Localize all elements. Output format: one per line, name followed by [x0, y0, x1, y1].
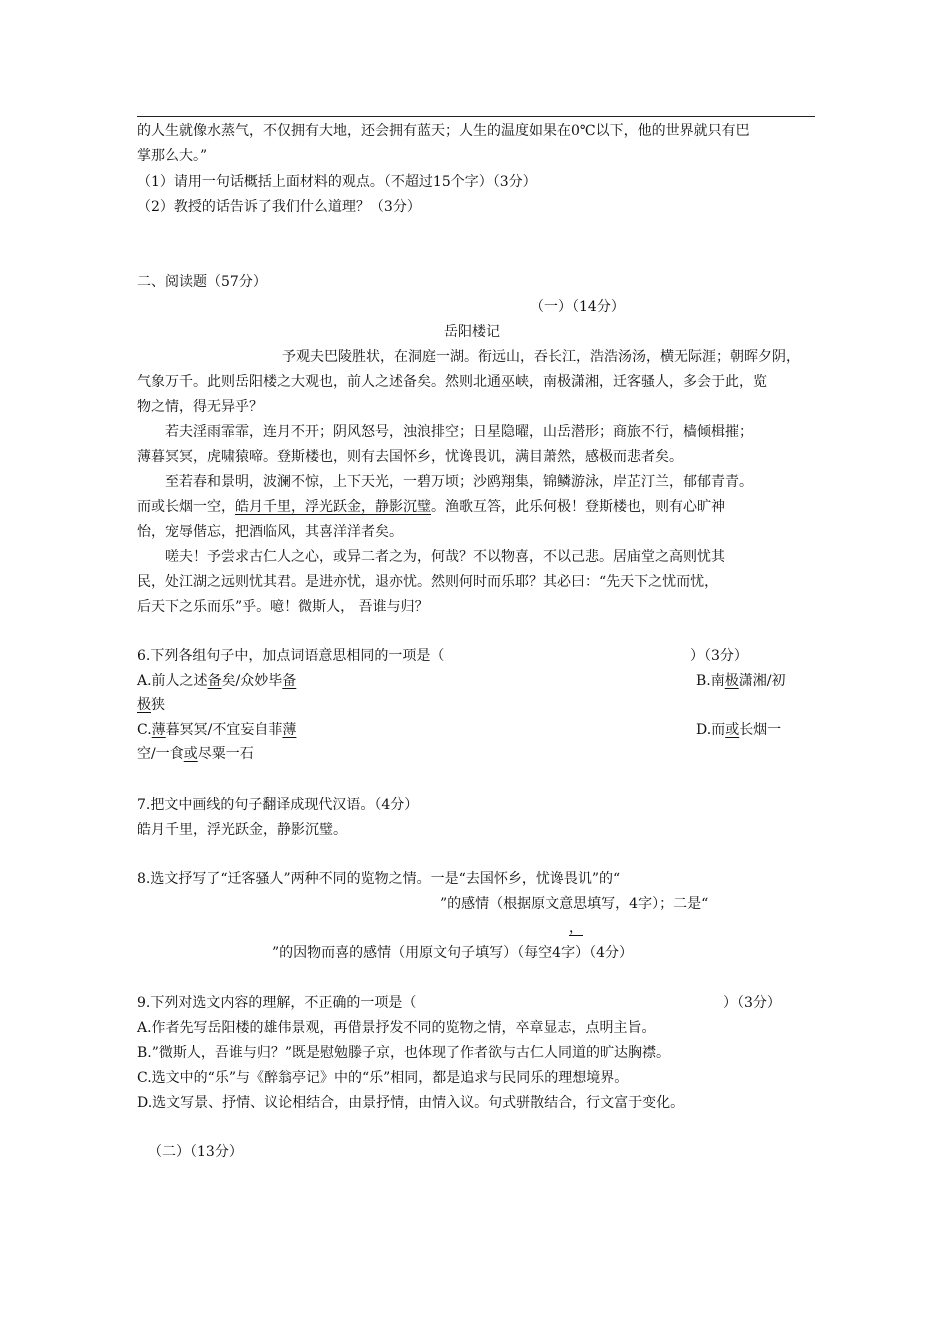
q6-option-d: D.而或长烟一: [696, 722, 782, 738]
q6-option-b: B.南极潇湘/初: [696, 673, 786, 689]
q8-line-3: ”的因物而喜的感情（用原文句子填写）（每空4字）（4分）: [272, 945, 633, 961]
q8-line-2: ”的感情（根据原文意思填写，4字）；二是“: [440, 896, 709, 912]
section-title: 二、阅读题（57分）: [137, 274, 267, 290]
q7-stem: 7.把文中画线的句子翻译成现代汉语。（4分）: [137, 797, 419, 813]
essay-p3-line: 而或长烟一空，皓月千里，浮光跃金，静影沉璧。渔歌互答，此乐何极！登斯楼也，则有心旷神: [137, 499, 725, 515]
intro-line-2: 掌那么大。”: [137, 148, 208, 164]
essay-p1-line: 气象万千。此则岳阳楼之大观也，前人之述备矣。然则北通巫峡，南极潇湘，迁客骚人，多会于此，览: [137, 374, 767, 390]
q6-option-d-cont: 空/一食或尽粟一石: [137, 746, 254, 762]
intro-line-1: 的人生就像水蒸气，不仅拥有大地，还会拥有蓝天；人生的温度如果在0℃以下，他的世界就只有巴: [137, 123, 750, 139]
q9-stem: 9.下列对选文内容的理解，不正确的一项是（: [137, 995, 417, 1011]
intro-question-2: （2）教授的话告诉了我们什么道理？（3分）: [137, 199, 421, 215]
q8-line-1: 8.选文抒写了“迁客骚人”两种不同的览物之情。一是“去国怀乡，忧谗畏讥”的“: [137, 871, 621, 887]
essay-p1-line: 予观夫巴陵胜状，在洞庭一湖。衔远山，吞长江，浩浩汤汤，横无际涯；朝晖夕阴，: [282, 349, 800, 365]
essay-p4-line: 后天下之乐而乐”乎。噫！微斯人， 吾谁与归？: [137, 599, 429, 615]
essay-p4-line: 民，处江湖之远则忧其君。是进亦忧，退亦忧。然则何时而乐耶？其必曰：“先天下之忧而忧，: [137, 574, 719, 590]
q9-option-c: C.选文中的“乐”与《醉翁亭记》中的“乐”相同，都是追求与民同乐的理想境界。: [137, 1070, 629, 1086]
underlined-sentence: 皓月千里，浮光跃金，静影沉璧: [235, 499, 431, 515]
q6-option-c: C.薄暮冥冥/不宜妄自菲薄: [137, 722, 297, 738]
essay-p1-line: 物之情，得无异乎？: [137, 399, 263, 415]
q9-option-a: A.作者先写岳阳楼的雄伟景观，再借景抒发不同的览物之情，卒章显志，点明主旨。: [137, 1020, 656, 1036]
intro-question-1: （1）请用一句话概括上面材料的观点。（不超过15个字）（3分）: [137, 174, 537, 190]
essay-p2-line: 薄暮冥冥，虎啸猿啼。登斯楼也，则有去国怀乡，忧谗畏讥，满目萧然，感极而悲者矣。: [137, 449, 683, 465]
q6-option-a: A.前人之述备矣/众妙毕备: [137, 673, 297, 689]
q9-score: ）（3分）: [723, 995, 781, 1011]
essay-p3-line: 怡，宠辱偕忘，把酒临风，其喜洋洋者矣。: [137, 524, 403, 540]
essay-p2-line: 若夫淫雨霏霏，连月不开；阴风怒号，浊浪排空；日星隐曜，山岳潜形；商旅不行，樯倾楫摧；: [165, 424, 753, 440]
q7-sentence: 皓月千里，浮光跃金，静影沉璧。: [137, 822, 347, 838]
q6-option-b-cont: 极狭: [137, 697, 165, 713]
q6-score: ）（3分）: [690, 648, 748, 664]
q9-option-d: D.选文写景、抒情、议论相结合，由景抒情，由情入议。句式骈散结合，行文富于变化。: [137, 1095, 685, 1111]
q6-stem: 6.下列各组句子中，加点词语意思相同的一项是（: [137, 648, 445, 664]
essay-title: 岳阳楼记: [444, 324, 500, 340]
q9-option-b: B.”微斯人，吾谁与归？”既是慰勉滕子京，也体现了作者欲与古仁人同道的旷达胸襟。: [137, 1045, 671, 1061]
q8-comma: ，: [569, 920, 583, 936]
essay-p4-line: 嗟夫！予尝求古仁人之心，或异二者之为，何哉？不以物喜，不以己悲。居庙堂之高则忧其: [165, 549, 725, 565]
part-one-heading: （一）（14分）: [530, 299, 625, 315]
part-two-heading: （二）（13分）: [148, 1144, 243, 1160]
essay-p3-line: 至若春和景明，波澜不惊，上下天光，一碧万顷；沙鸥翔集，锦鳞游泳，岸芷汀兰，郁郁青青。: [165, 474, 753, 490]
top-rule: [137, 116, 815, 117]
